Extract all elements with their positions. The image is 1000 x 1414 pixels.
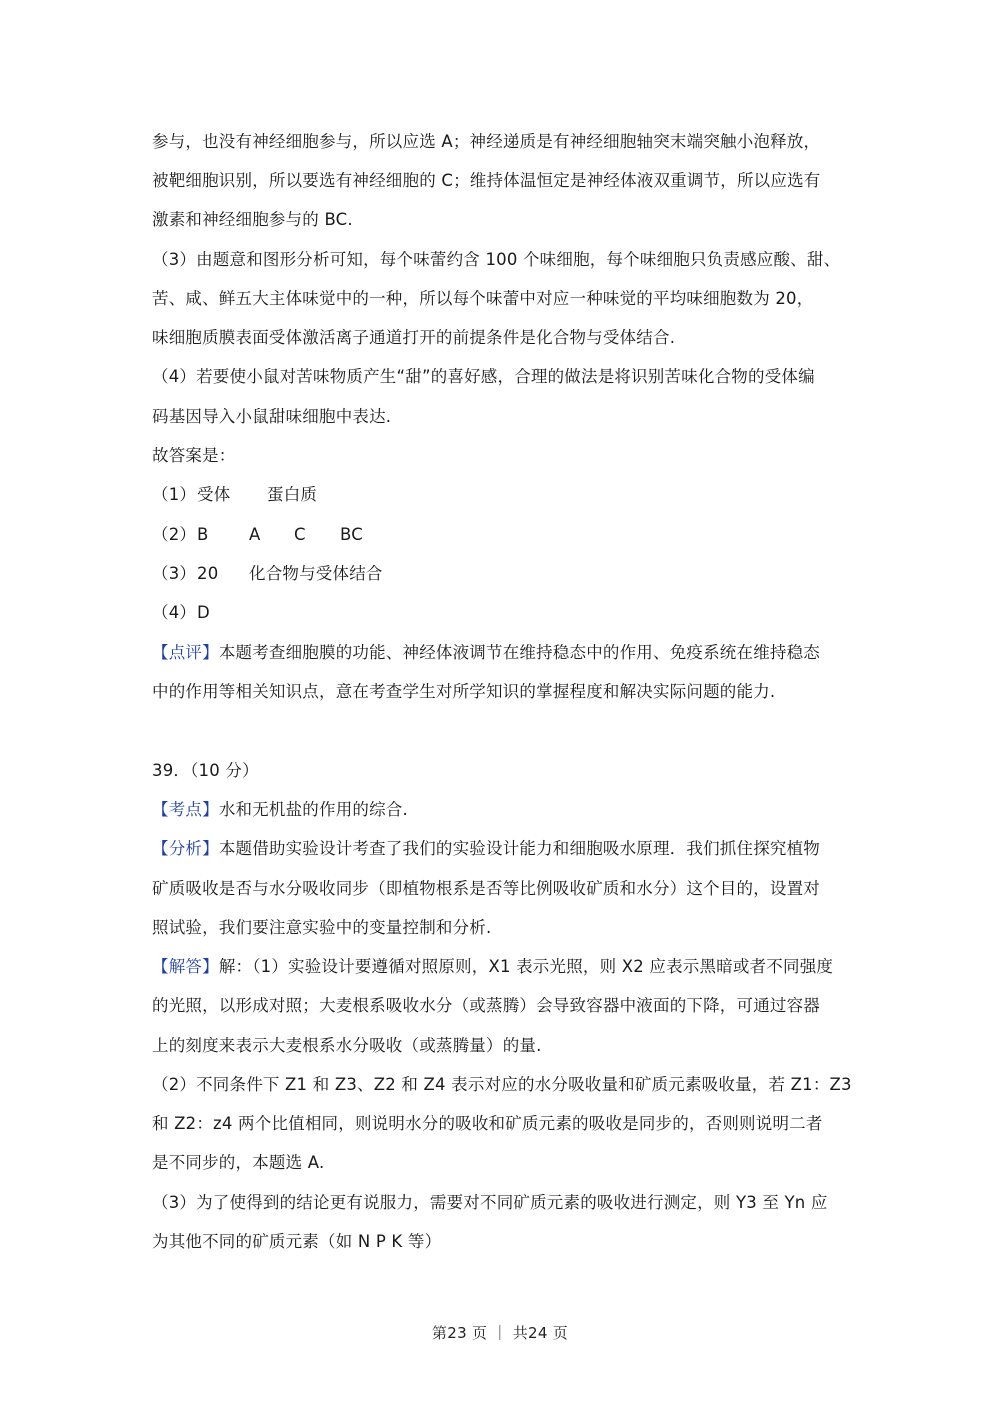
text-line: 上的刻度来表示大麦根系水分吸收（或蒸腾量）的量. [152,1036,542,1055]
review-tag: 【点评】 [152,643,219,662]
page-footer: 第23 页 ｜ 共24 页 [431,1324,569,1342]
review-paragraph [152,642,852,664]
text-line: 和 Z2：z4 两个比值相同，则说明水分的吸收和矿质元素的吸收是同步的，否则则说明二者 [152,1114,823,1133]
answer-number: （4） [152,603,197,622]
text-line: （4）若要使小鼠对苦味物质产生“甜”的喜好感，合理的做法是将识别苦味化合物的受体编 [152,367,815,386]
text-line: （2）不同条件下 Z1 和 Z3、Z2 和 Z4 表示对应的水分吸收量和矿质元素吸收量，若 Z1：Z3 [152,1075,852,1094]
text-line: 被靶细胞识别，所以要选有神经细胞的 C；维持体温恒定是神经体液双重调节，所以应选有 [152,171,821,190]
text-line: 码基因导入小鼠甜味细胞中表达. [152,407,392,426]
text-line: 苦、咸、鲜五大主体味觉中的一种，所以每个味蕾中对应一种味觉的平均味细胞数为 20， [152,289,814,308]
analysis-text: 本题借助实验设计考查了我们的实验设计能力和细胞吸水原理．我们抓住探究植物 [218,839,821,858]
answer-item-2 [152,524,852,546]
analysis-tag: 【分析】 [152,839,219,858]
solution-tag: 【解答】 [152,957,219,976]
answer-number: （1） [152,485,197,504]
answer-number: （2） [152,525,197,544]
answer-heading: 故答案是： [152,446,236,465]
text-line: 为其他不同的矿质元素（如 N P K 等） [152,1232,442,1251]
text-line: 味细胞质膜表面受体激活离子通道打开的前提条件是化合物与受体结合. [152,328,676,347]
exam-point-tag: 【考点】 [152,800,219,819]
answer-value: D [197,603,210,622]
solution-text: 解：（1）实验设计要遵循对照原则，X1 表示光照，则 X2 应表示黑暗或者不同强度 [218,957,834,976]
answer-item-3 [152,563,852,585]
answer-value: 20 [197,564,219,583]
question-number: 39．（10 分） [152,761,259,780]
text-line: 照试验，我们要注意实验中的变量控制和分析. [152,918,492,937]
text-line: 参与，也没有神经细胞参与，所以应选 A；神经递质是有神经细胞轴突末端突触小泡释放， [152,132,821,151]
answer-value: 化合物与受体结合 [249,564,383,583]
answer-value: B [197,525,209,544]
answer-number: （3） [152,564,197,583]
text-line: 激素和神经细胞参与的 BC. [152,210,353,229]
exam-point-paragraph [152,799,852,821]
text-line: 的光照，以形成对照；大麦根系吸收水分（或蒸腾）会导致容器中液面的下降，可通过容器 [152,996,820,1015]
text-line: 是不同步的，本题选 A. [152,1153,325,1172]
answer-value: C [294,525,306,544]
text-line: （3）由题意和图形分析可知，每个味蕾约含 100 个味细胞，每个味细胞只负责感应酸、甜、 [152,250,841,269]
answer-value: A [249,525,261,544]
text-line: （3）为了使得到的结论更有说服力，需要对不同矿质元素的吸收进行测定，则 Y3 至 Yn 应 [152,1193,828,1212]
review-text: 本题考查细胞膜的功能、神经体液调节在维持稳态中的作用、免疫系统在维持稳态 [218,643,821,662]
solution-paragraph [152,956,852,978]
exam-point-text: 水和无机盐的作用的综合. [218,800,408,819]
text-line: 中的作用等相关知识点，意在考查学生对所学知识的掌握程度和解决实际问题的能力. [152,682,776,701]
text-line: 矿质吸收是否与水分吸收同步（即植物根系是否等比例吸收矿质和水分）这个目的，设置对 [152,879,820,898]
answer-value: 蛋白质 [267,485,318,504]
answer-item-1 [152,484,852,506]
answer-value: 受体 [197,485,231,504]
analysis-paragraph [152,838,852,860]
answer-value: BC [340,525,363,544]
answer-item-4 [152,602,852,624]
